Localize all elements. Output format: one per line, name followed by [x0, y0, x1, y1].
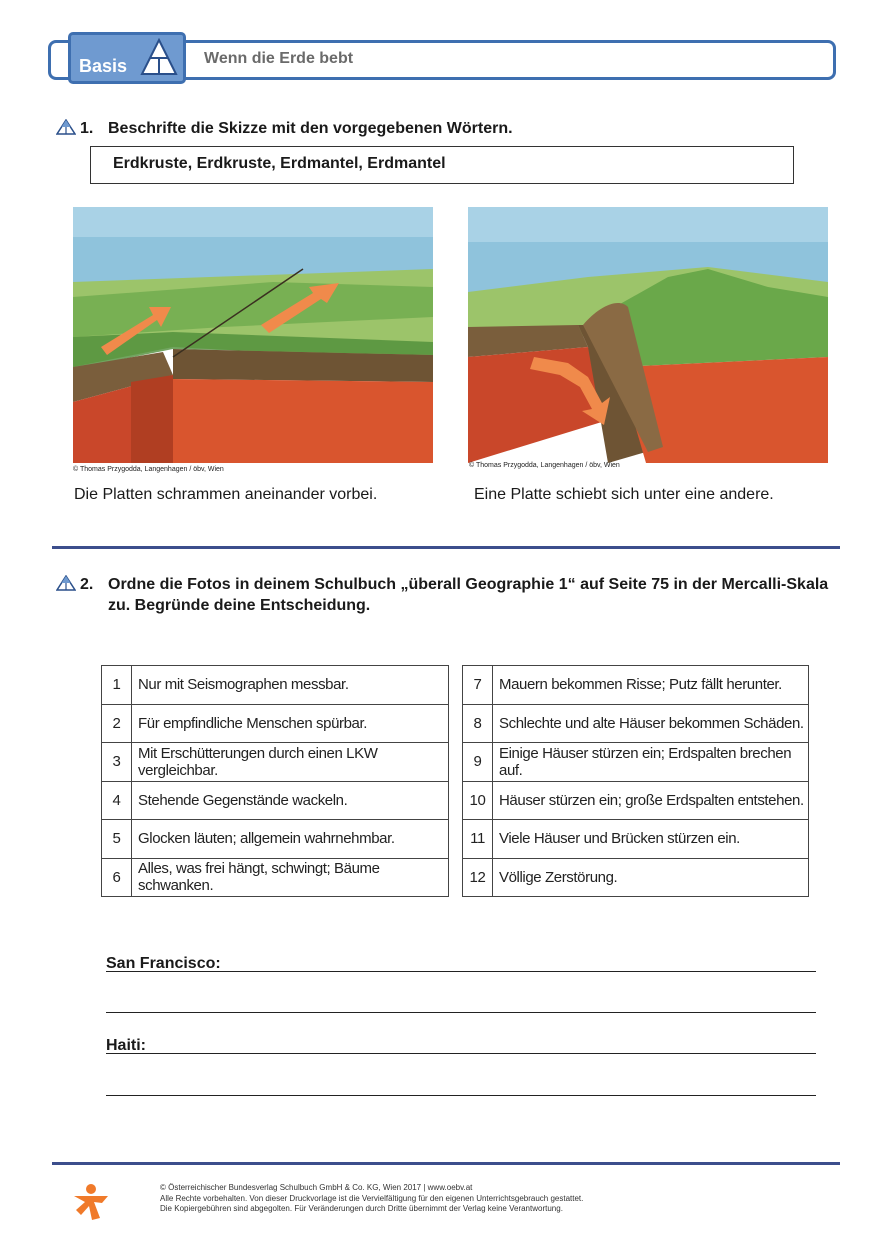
image-2-credit: © Thomas Przygodda, Langenhagen / öbv, Wien: [469, 462, 620, 469]
table-row: [102, 743, 449, 782]
scale-number: 12: [463, 858, 493, 897]
word-bank: Erdkruste, Erdkruste, Erdmantel, Erdmantel: [90, 146, 794, 184]
answer-line[interactable]: [106, 1053, 816, 1054]
task-2-number: 2.: [80, 576, 94, 593]
page-title: Wenn die Erde bebt: [204, 50, 354, 67]
footer-divider: [52, 1162, 840, 1165]
footer-line: Die Kopiergebühren sind abgegolten. Für Veränderungen durch Dritte übernimmt der Verlag keine Verantwortung.: [160, 1204, 563, 1213]
table-row: [463, 743, 809, 782]
scale-description: Mit Erschütterungen durch einen LKW vergleichbar.: [132, 743, 449, 782]
scale-description: Häuser stürzen ein; große Erdspalten entstehen.: [493, 781, 809, 820]
transform-boundary-illustration: [73, 207, 433, 463]
scale-description: Für empfindliche Menschen spürbar.: [132, 704, 449, 743]
scale-number: 1: [102, 666, 132, 705]
scale-description: Mauern bekommen Risse; Putz fällt herunter.: [493, 666, 809, 705]
table-row: [102, 781, 449, 820]
task-1-number: 1.: [80, 120, 94, 137]
level-label: Basis: [79, 56, 128, 76]
scale-description: Einige Häuser stürzen ein; Erdspalten brechen auf.: [493, 743, 809, 782]
scale-number: 3: [102, 743, 132, 782]
scale-description: Schlechte und alte Häuser bekommen Schäden.: [493, 704, 809, 743]
table-row: [102, 704, 449, 743]
scale-number: 2: [102, 704, 132, 743]
scale-number: 8: [463, 704, 493, 743]
image-2-caption: Eine Platte schiebt sich unter eine andere.: [474, 486, 774, 503]
subduction-illustration: [468, 207, 828, 463]
level-triangle-icon: [56, 119, 76, 135]
table-row: [463, 820, 809, 859]
table-row: [102, 820, 449, 859]
table-row: [463, 781, 809, 820]
scale-number: 4: [102, 781, 132, 820]
answer-line[interactable]: [106, 1095, 816, 1096]
scale-number: 10: [463, 781, 493, 820]
answer-label-haiti: Haiti:: [106, 1037, 146, 1054]
image-1-caption: Die Platten schrammen aneinander vorbei.: [74, 486, 378, 503]
table-row: [463, 704, 809, 743]
image-1-credit: © Thomas Przygodda, Langenhagen / öbv, Wien: [73, 466, 224, 473]
level-tab: [68, 32, 186, 84]
table-row: [102, 858, 449, 897]
table-row: [463, 858, 809, 897]
section-divider: [52, 546, 840, 549]
table-row: [102, 666, 449, 705]
mercalli-scale-left: [101, 665, 449, 897]
scale-description: Alles, was frei hängt, schwingt; Bäume schwanken.: [132, 858, 449, 897]
answer-line[interactable]: [106, 1012, 816, 1013]
footer-line: Alle Rechte vorbehalten. Von dieser Druckvorlage ist die Vervielfältigung für den eigenen Unterrichtsgebrauch gestattet.: [160, 1193, 584, 1203]
scale-description: Nur mit Seismographen messbar.: [132, 666, 449, 705]
scale-description: Glocken läuten; allgemein wahrnehmbar.: [132, 820, 449, 859]
scale-description: Stehende Gegenstände wackeln.: [132, 781, 449, 820]
footer-copyright: [160, 1183, 583, 1215]
scale-number: 11: [463, 820, 493, 859]
footer-line: © Österreichischer Bundesverlag Schulbuch GmbH & Co. KG, Wien 2017 | www.oebv.at: [160, 1183, 473, 1192]
pyramid-logo-icon: [139, 38, 179, 82]
task-2-instruction: Ordne die Fotos in deinem Schulbuch „überall Geographie 1“ auf Seite 75 in der Mercalli-Skala zu. Begründe deine Entscheidung.: [108, 576, 829, 614]
answer-label-san-francisco: San Francisco:: [106, 955, 221, 972]
task-1-instruction: Beschrifte die Skizze mit den vorgegebenen Wörtern.: [108, 120, 513, 137]
scale-description: Völlige Zerstörung.: [493, 858, 809, 897]
answer-line[interactable]: [106, 971, 816, 972]
publisher-logo-icon: [72, 1182, 110, 1222]
scale-number: 7: [463, 666, 493, 705]
mercalli-scale-right: [462, 665, 809, 897]
scale-number: 9: [463, 743, 493, 782]
table-row: [463, 666, 809, 705]
scale-number: 6: [102, 858, 132, 897]
scale-description: Viele Häuser und Brücken stürzen ein.: [493, 820, 809, 859]
scale-number: 5: [102, 820, 132, 859]
level-triangle-icon: [56, 575, 76, 591]
